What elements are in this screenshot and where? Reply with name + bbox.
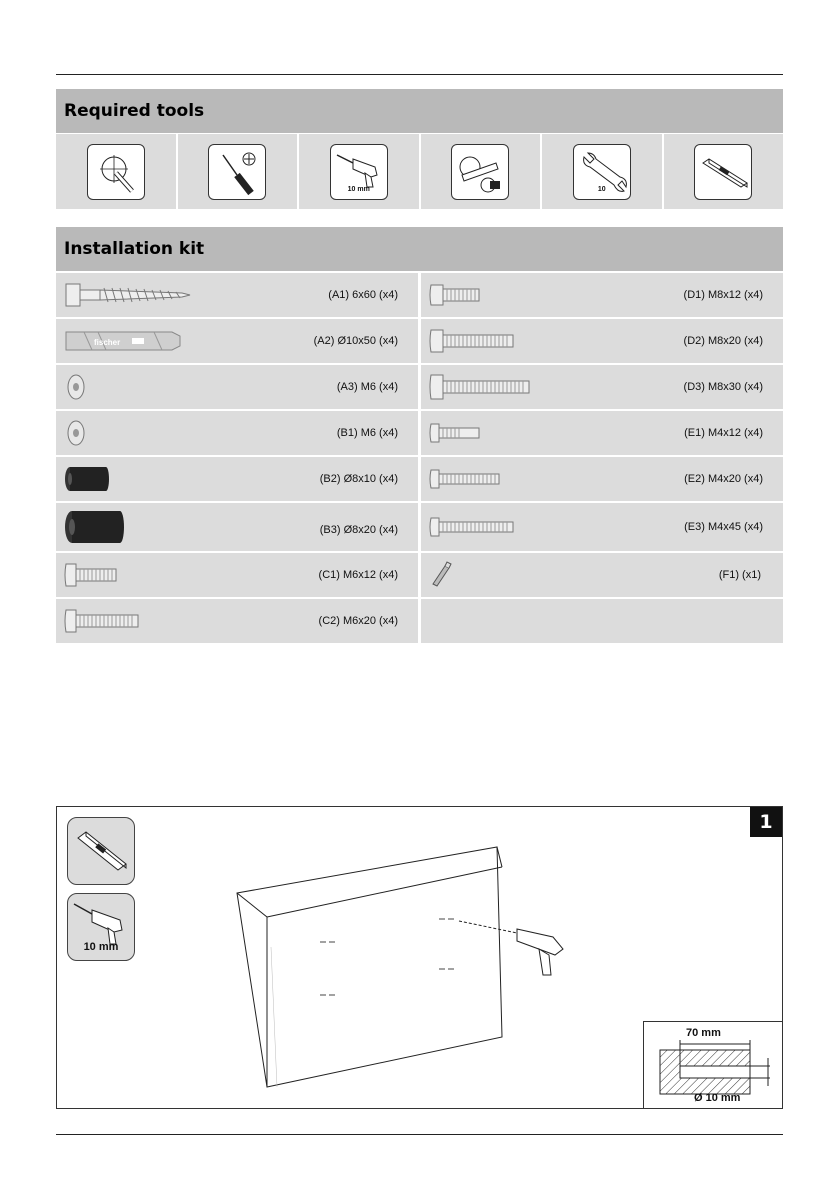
tools-row: [56, 134, 783, 209]
wall-drilling-illustration: [217, 837, 617, 1097]
bolt-icon: [64, 599, 142, 643]
kit-item-d2: [421, 319, 783, 363]
depth-label: 70 mm: [686, 1027, 721, 1039]
kit-item-e3: [421, 503, 783, 551]
kit-label: (B2) Ø8x10 (x4): [319, 473, 398, 485]
tool-cell-level: [664, 134, 784, 209]
kit-grid: [56, 273, 783, 643]
washer-icon: [64, 411, 88, 455]
drill-icon: [67, 893, 135, 961]
kit-item-c1: [56, 553, 418, 597]
tape-measure-icon: [451, 144, 509, 200]
kit-label: (A2) Ø10x50 (x4): [313, 335, 398, 347]
kit-item-b3: [56, 503, 418, 551]
kit-label: (E2) M4x20 (x4): [684, 473, 763, 485]
kit-item-d3: [421, 365, 783, 409]
tool-cell-wrench: [542, 134, 662, 209]
step-1-panel: [56, 806, 783, 1109]
spirit-level-icon: [67, 817, 135, 885]
kit-item-e1: [421, 411, 783, 455]
bolt-icon: [429, 503, 517, 551]
drill-icon: [330, 144, 388, 200]
bolt-icon: [429, 273, 489, 317]
kit-item-a1: [56, 273, 418, 317]
wrench-icon: [573, 144, 631, 200]
bottom-rule: [56, 1134, 783, 1135]
pencil-mark-icon: [87, 144, 145, 200]
tool-cell-tape: [421, 134, 541, 209]
kit-item-b2: [56, 457, 418, 501]
kit-item-empty: [421, 599, 783, 643]
kit-label: (E1) M4x12 (x4): [684, 427, 763, 439]
diameter-label: Ø 10 mm: [694, 1092, 741, 1104]
drill-size-label: 10 mm: [83, 941, 119, 953]
spacer-icon: [64, 457, 112, 501]
washer-icon: [64, 365, 88, 409]
drill-depth-detail: [643, 1021, 783, 1109]
kit-label: (D3) M8x30 (x4): [683, 381, 763, 393]
tool-cell-screwdriver: [178, 134, 298, 209]
wrench-size-label: 10: [597, 185, 606, 193]
tool-cell-drill: [299, 134, 419, 209]
tool-cell-pencil: [56, 134, 176, 209]
screwdriver-icon: [208, 144, 266, 200]
installation-kit-header: Installation kit: [56, 227, 783, 271]
required-tools-header: Required tools: [56, 89, 783, 133]
kit-label: (D2) M8x20 (x4): [683, 335, 763, 347]
bolt-icon: [429, 457, 505, 501]
lag-screw-icon: [64, 273, 194, 317]
kit-item-c2: [56, 599, 418, 643]
kit-item-a3: [56, 365, 418, 409]
kit-label: (B1) M6 (x4): [336, 427, 398, 439]
bolt-icon: [429, 319, 519, 363]
bolt-icon: [64, 553, 120, 597]
bolt-icon: [429, 365, 533, 409]
kit-label: (C2) M6x20 (x4): [318, 615, 398, 627]
step-number-badge: 1: [750, 807, 782, 837]
kit-item-a2: [56, 319, 418, 363]
kit-item-b1: [56, 411, 418, 455]
kit-label: (B3) Ø8x20 (x4): [319, 524, 398, 536]
kit-label: (C1) M6x12 (x4): [318, 569, 398, 581]
kit-label: (A1) 6x60 (x4): [328, 289, 398, 301]
drill-size-label: 10 mm: [347, 185, 370, 193]
spirit-level-icon: [429, 553, 453, 597]
spacer-icon: [64, 503, 128, 551]
kit-label: (A3) M6 (x4): [336, 381, 398, 393]
kit-label: (E3) M4x45 (x4): [684, 521, 763, 533]
svg-text:fischer: fischer: [94, 338, 121, 347]
top-rule: [56, 74, 783, 75]
bolt-icon: [429, 411, 485, 455]
wall-plug-icon: [64, 319, 184, 363]
kit-label: (F1) (x1): [718, 569, 761, 581]
kit-item-f1: [421, 553, 783, 597]
kit-item-d1: [421, 273, 783, 317]
spirit-level-icon: [694, 144, 752, 200]
kit-label: (D1) M8x12 (x4): [683, 289, 763, 301]
kit-item-e2: [421, 457, 783, 501]
